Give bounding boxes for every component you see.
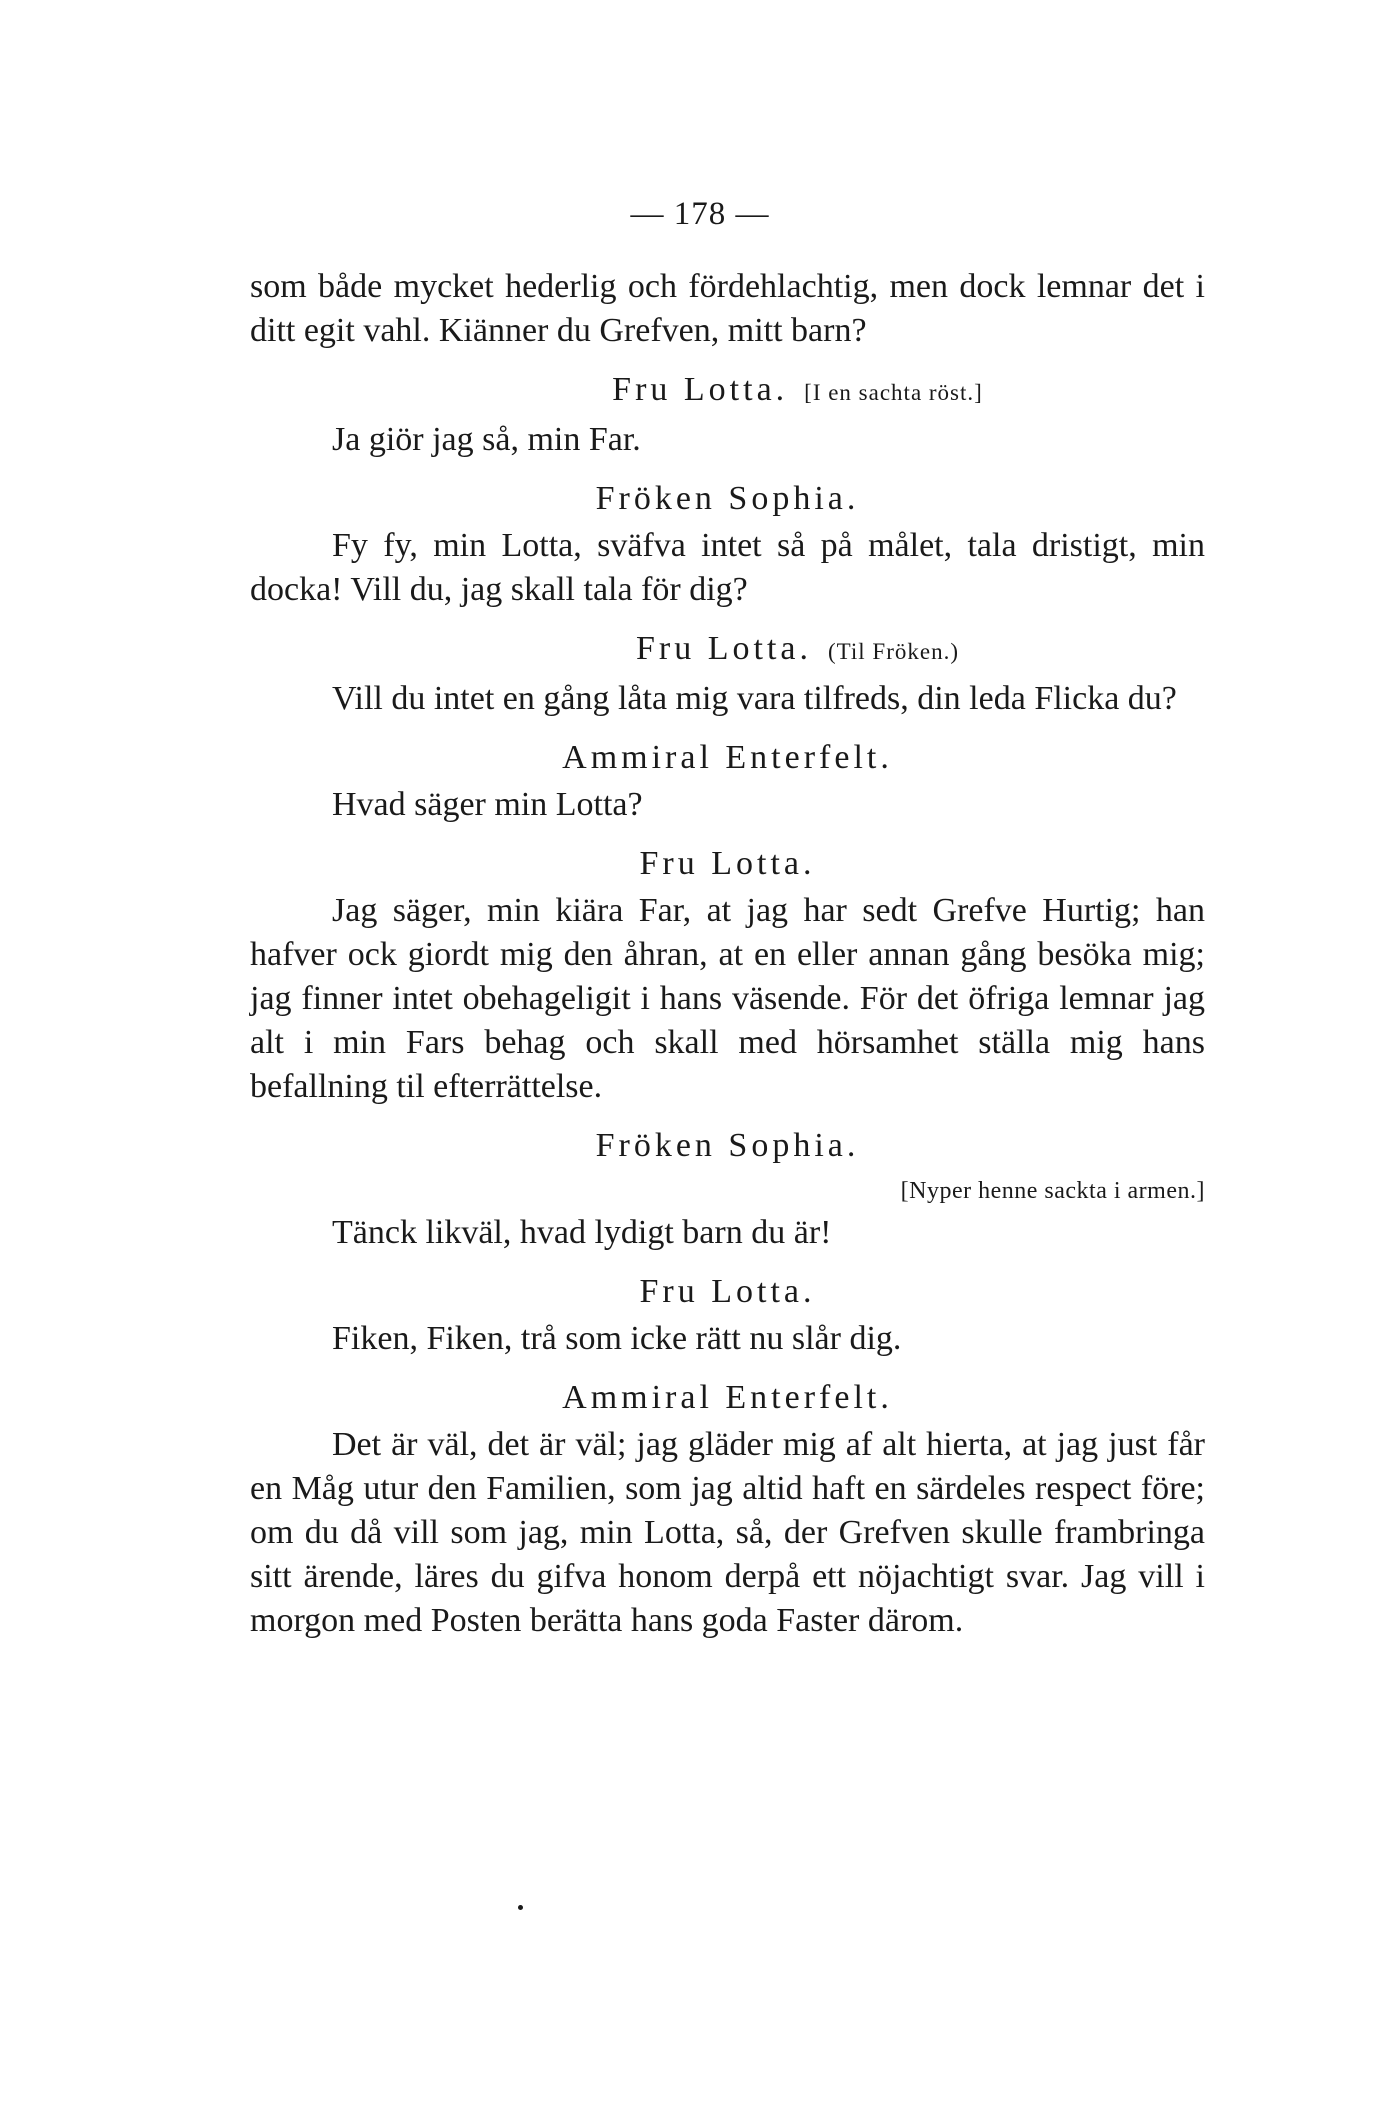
paragraph: Jag säger, min kiära Far, at jag har sedt Grefve Hurtig; han hafver ock giordt mig den åhran, at en eller annan gång besöka mig; jag finner intet obehageligit i hans väsende. För det öfriga lemnar jag alt i min Fars behag och skall med hörsamhet ställa mig hans befallning til efterrättelse. xyxy=(250,892,1205,1105)
stage-direction: [I en sachta röst.] xyxy=(804,380,983,405)
speaker-name: Fröken Sophia. xyxy=(595,1127,860,1164)
speaker-name: Ammiral Enterfelt. xyxy=(562,739,893,776)
paragraph: Tänck likväl, hvad lydigt barn du är! xyxy=(332,1214,832,1251)
page-number: — 178 — xyxy=(630,196,770,232)
speaker-heading xyxy=(250,474,1205,524)
speaker-heading xyxy=(250,839,1205,889)
stage-direction: [Nyper henne sackta i armen.] xyxy=(900,1178,1205,1204)
speaker-heading xyxy=(250,365,1205,418)
paragraph: Det är väl, det är väl; jag gläder mig af alt hierta, at jag just får en Måg utur den Familien, som jag altid haft en särdeles respect före; om du då vill som jag, min Lotta, så, der Grefven skulle frambringa sitt ärende, läres du gifva honom derpå ett nöjachtigt svar. Jag vill i morgon med Posten berätta hans goda Faster därom. xyxy=(250,1426,1205,1639)
paragraph: Ja giör jag så, min Far. xyxy=(332,421,641,458)
speaker-heading xyxy=(250,1267,1205,1317)
paragraph: Fy fy, min Lotta, sväfva intet så på målet, tala dristigt, min docka! Vill du, jag skall tala för dig? xyxy=(250,527,1205,608)
speaker-heading xyxy=(250,624,1205,677)
paragraph: som både mycket hederlig och fördehlachtig, men dock lemnar det i ditt egit vahl. Kiänner du Grefven, mitt barn? xyxy=(250,268,1205,349)
speaker-name: Fru Lotta. xyxy=(612,371,789,408)
speaker-name: Fru Lotta. xyxy=(639,845,816,882)
speaker-name: Fru Lotta. xyxy=(636,630,812,667)
speaker-name: Fru Lotta. xyxy=(639,1273,816,1310)
speaker-name: Fröken Sophia. xyxy=(595,480,860,517)
speaker-heading xyxy=(250,733,1205,783)
paragraph: Hvad säger min Lotta? xyxy=(332,786,643,823)
speaker-heading xyxy=(250,1121,1205,1171)
ink-speck xyxy=(518,1905,523,1910)
paragraph: Vill du intet en gång låta mig vara tilfreds, din leda Flicka du? xyxy=(332,680,1177,717)
play-text xyxy=(250,265,1205,1643)
paragraph: Fiken, Fiken, trå som icke rätt nu slår dig. xyxy=(332,1320,902,1357)
stage-direction: (Til Fröken.) xyxy=(827,639,959,664)
speaker-name: Ammiral Enterfelt. xyxy=(562,1379,893,1416)
speaker-heading xyxy=(250,1373,1205,1423)
